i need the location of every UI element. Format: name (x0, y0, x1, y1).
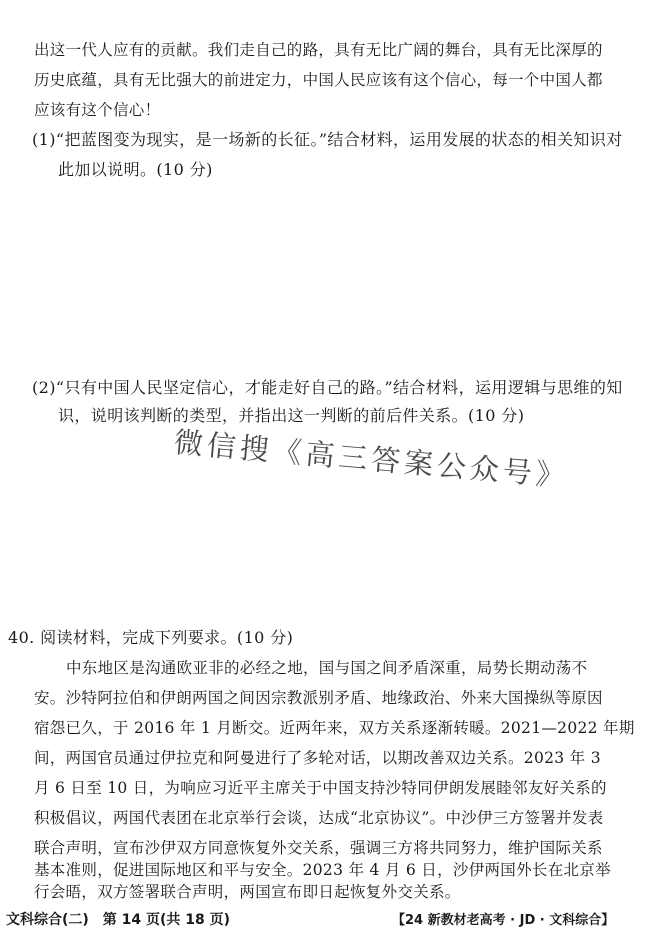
question-2-line-1: (2)“只有中国人民坚定信心，才能走好自己的路。”结合材料，运用逻辑与思维的知 (32, 378, 623, 397)
intro-line-3: 应该有这个信心！ (34, 101, 161, 119)
material-line: 间，两国官员通过伊拉克和阿曼进行了多轮对话，以期改善双边关系。2023 年 3 (34, 749, 601, 767)
material-line: 安。沙特阿拉伯和伊朗两国之间因宗教派别矛盾、地缘政治、外来大国操纵等原因 (34, 689, 603, 707)
watermark-text: 微信搜《高三答案公众号》 (172, 424, 571, 494)
material-line: 积极倡议，两国代表团在北京举行会谈，达成“北京协议”。中沙伊三方签署并发表 (34, 809, 604, 827)
question-40-title: 40. 阅读材料，完成下列要求。(10 分) (8, 628, 294, 647)
footer-exam-name: 【24 新教材老高考 · JD · 文科综合】 (392, 913, 615, 928)
material-line: 中东地区是沟通欧亚非的必经之地，国与国之间矛盾深重，局势长期动荡不 (66, 659, 588, 677)
intro-line-1: 出这一代人应有的贡献。我们走自己的路，具有无比广阔的舞台，具有无比深厚的 (34, 41, 603, 59)
intro-line-2: 历史底蕴，具有无比强大的前进定力，中国人民应该有这个信心，每一个中国人都 (34, 71, 603, 89)
material-line: 宿怨已久，于 2016 年 1 月断交。近两年来，双方关系逐渐转暖。2021—2022 年期 (34, 719, 635, 737)
material-line: 基本准则，促进国际地区和平与安全。2023 年 4 月 6 日，沙伊两国外长在北京举 (34, 861, 611, 879)
footer-page-info: 文科综合(二) 第 14 页(共 18 页) (6, 912, 231, 928)
question-1-line-2: 此加以说明。(10 分) (58, 160, 213, 179)
question-1-line-1: (1)“把蓝图变为现实，是一场新的长征。”结合材料，运用发展的状态的相关知识对 (32, 130, 623, 149)
question-2-line-2: 识，说明该判断的类型，并指出这一判断的前后件关系。(10 分) (58, 406, 525, 425)
material-line: 联合声明，宣布沙伊双方同意恢复外交关系，强调三方将共同努力，维护国际关系 (34, 839, 603, 857)
material-line: 行会晤，双方签署联合声明，两国宣布即日起恢复外交关系。 (34, 883, 461, 901)
material-line: 月 6 日至 10 日，为响应习近平主席关于中国支持沙特同伊朗发展睦邻友好关系的 (34, 779, 607, 797)
